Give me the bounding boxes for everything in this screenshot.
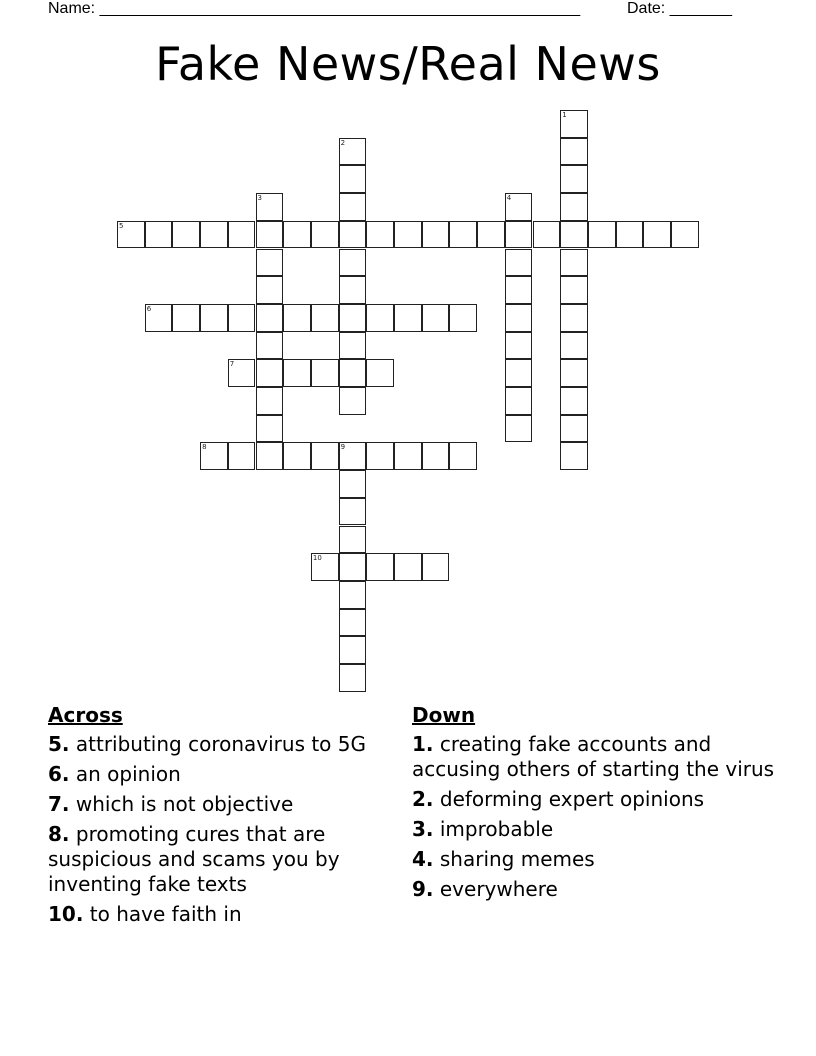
clue-text: to have faith in (89, 902, 242, 926)
grid-cell[interactable] (200, 442, 228, 470)
grid-cell[interactable] (339, 387, 367, 415)
grid-cell[interactable] (560, 415, 588, 443)
grid-cell[interactable] (533, 221, 561, 249)
grid-cell[interactable] (422, 442, 450, 470)
clue-across-7 (48, 792, 388, 817)
grid-cell[interactable] (560, 442, 588, 470)
grid-cell[interactable] (449, 221, 477, 249)
grid-cell[interactable] (200, 304, 228, 332)
grid-cell[interactable] (560, 193, 588, 221)
grid-cell[interactable] (560, 138, 588, 166)
grid-cell[interactable] (394, 553, 422, 581)
grid-cell[interactable] (311, 221, 339, 249)
grid-cell[interactable] (560, 359, 588, 387)
grid-cell[interactable] (339, 332, 367, 360)
grid-cell[interactable] (172, 304, 200, 332)
clue-text: deforming expert opinions (439, 787, 705, 811)
clue-number: 8. (48, 822, 70, 846)
clue-down-3 (412, 817, 782, 842)
grid-cell[interactable] (311, 304, 339, 332)
clue-number-label: 3 (257, 194, 262, 203)
grid-cell[interactable] (449, 304, 477, 332)
grid-cell[interactable] (339, 636, 367, 664)
grid-cell[interactable] (643, 221, 671, 249)
across-heading: Across (48, 703, 123, 727)
down-heading: Down (412, 703, 476, 727)
grid-cell[interactable] (560, 221, 588, 249)
grid-cell[interactable] (283, 442, 311, 470)
grid-cell[interactable] (228, 442, 256, 470)
grid-cell[interactable] (422, 221, 450, 249)
grid-cell[interactable] (505, 276, 533, 304)
clue-down-2 (412, 787, 782, 812)
page-title: Fake News/Real News (155, 37, 661, 91)
grid-cell[interactable] (339, 359, 367, 387)
clue-text: attributing coronavirus to 5G (75, 732, 367, 756)
grid-cell[interactable] (228, 221, 256, 249)
grid-cell[interactable] (366, 553, 394, 581)
grid-cell[interactable] (228, 359, 256, 387)
clue-number: 4. (412, 847, 434, 871)
clue-number-label: 5 (119, 221, 124, 230)
grid-cell[interactable] (505, 304, 533, 332)
grid-cell[interactable] (339, 470, 367, 498)
grid-cell[interactable] (394, 442, 422, 470)
clue-number-label: 2 (340, 138, 346, 147)
grid-cell[interactable] (256, 359, 284, 387)
grid-cell[interactable] (366, 221, 394, 249)
grid-cell[interactable] (394, 221, 422, 249)
grid-cell[interactable] (339, 249, 367, 277)
grid-cell[interactable] (671, 221, 699, 249)
across-clues (48, 703, 388, 932)
clue-text: creating fake accounts and accusing others of starting the virus (412, 732, 775, 781)
grid-cell[interactable] (394, 304, 422, 332)
grid-cell[interactable] (505, 387, 533, 415)
clue-number: 3. (412, 817, 434, 841)
grid-cell[interactable] (283, 304, 311, 332)
clue-text: an opinion (75, 762, 181, 786)
grid-cell[interactable] (366, 442, 394, 470)
clue-across-6 (48, 762, 388, 787)
grid-cell[interactable] (339, 526, 367, 554)
name-field[interactable]: Name: ______________________________________________________ (48, 0, 581, 17)
clue-number: 1. (412, 732, 434, 756)
grid-cell[interactable] (422, 553, 450, 581)
grid-cell[interactable] (311, 553, 339, 581)
grid-cell[interactable] (256, 415, 284, 443)
clue-number: 2. (412, 787, 434, 811)
grid-cell[interactable] (339, 442, 367, 470)
grid-cell[interactable] (145, 304, 173, 332)
grid-cell[interactable] (172, 221, 200, 249)
clue-text: everywhere (439, 877, 558, 901)
grid-cell[interactable] (560, 165, 588, 193)
clue-text: which is not objective (75, 792, 294, 816)
grid-cell[interactable] (256, 193, 284, 221)
clue-across-10 (48, 902, 388, 927)
grid-cell[interactable] (366, 304, 394, 332)
grid-cell[interactable] (339, 609, 367, 637)
clue-number-label: 1 (562, 111, 567, 119)
grid-cell[interactable] (560, 304, 588, 332)
grid-cell[interactable] (339, 193, 367, 221)
grid-cell[interactable] (339, 276, 367, 304)
grid-cell[interactable] (560, 110, 588, 138)
clue-number-label: 10 (312, 554, 322, 563)
date-field[interactable]: Date: _______ (627, 0, 732, 17)
grid-cell[interactable] (505, 359, 533, 387)
clue-number: 6. (48, 762, 70, 786)
grid-cell[interactable] (339, 138, 367, 166)
grid-cell[interactable] (477, 221, 505, 249)
grid-cell[interactable] (145, 221, 173, 249)
grid-cell[interactable] (283, 359, 311, 387)
grid-cell[interactable] (117, 221, 145, 249)
grid-cell[interactable] (560, 276, 588, 304)
grid-cell[interactable] (505, 332, 533, 360)
clue-text: improbable (439, 817, 554, 841)
grid-cell[interactable] (200, 221, 228, 249)
grid-cell[interactable] (505, 415, 533, 443)
clue-number-label: 8 (202, 443, 207, 452)
grid-cell[interactable] (560, 387, 588, 415)
grid-cell[interactable] (616, 221, 644, 249)
grid-cell[interactable] (339, 553, 367, 581)
clue-number: 10. (48, 902, 84, 926)
grid-cell[interactable] (339, 165, 367, 193)
grid-cell[interactable] (256, 442, 284, 470)
grid-cell[interactable] (339, 221, 367, 249)
grid-cell[interactable] (505, 249, 533, 277)
clue-number: 9. (412, 877, 434, 901)
grid-cell[interactable] (256, 221, 284, 249)
grid-cell[interactable] (311, 359, 339, 387)
down-clues (412, 703, 782, 907)
grid-cell[interactable] (256, 332, 284, 360)
grid-cell[interactable] (256, 249, 284, 277)
grid-cell[interactable] (422, 304, 450, 332)
clue-down-1 (412, 732, 782, 782)
grid-cell[interactable] (339, 581, 367, 609)
grid-cell[interactable] (339, 498, 367, 526)
clue-text: sharing memes (439, 847, 595, 871)
grid-cell[interactable] (339, 304, 367, 332)
clue-down-4 (412, 847, 782, 872)
grid-cell[interactable] (505, 193, 533, 221)
grid-cell[interactable] (256, 304, 284, 332)
grid-cell[interactable] (560, 249, 588, 277)
grid-cell[interactable] (560, 332, 588, 360)
grid-cell[interactable] (228, 304, 256, 332)
grid-cell[interactable] (505, 221, 533, 249)
grid-cell[interactable] (366, 359, 394, 387)
clue-down-9 (412, 877, 782, 902)
clue-across-8 (48, 822, 388, 897)
grid-cell[interactable] (256, 276, 284, 304)
clue-number-label: 4 (506, 194, 512, 203)
clue-number-label: 9 (340, 443, 346, 452)
grid-cell[interactable] (449, 442, 477, 470)
clue-number-label: 6 (146, 304, 152, 313)
clue-text: promoting cures that are suspicious and scams you by inventing fake texts (48, 822, 340, 896)
grid-cell[interactable] (283, 221, 311, 249)
clue-number-label: 7 (229, 360, 235, 369)
grid-cell[interactable] (588, 221, 616, 249)
grid-cell[interactable] (311, 442, 339, 470)
grid-cell[interactable] (339, 664, 367, 692)
clue-number: 5. (48, 732, 70, 756)
clue-across-5 (48, 732, 388, 757)
clue-number: 7. (48, 792, 70, 816)
grid-cell[interactable] (256, 387, 284, 415)
